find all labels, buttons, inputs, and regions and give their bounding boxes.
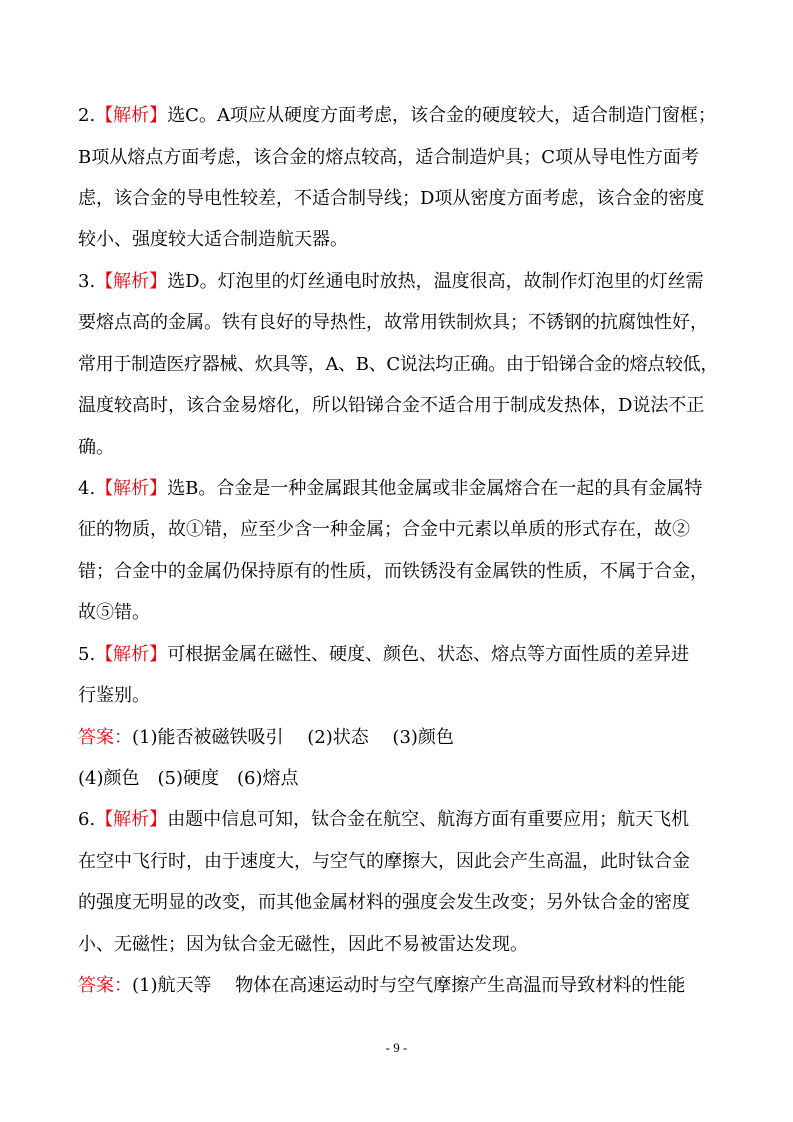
text-line [78,808,718,832]
text-segment: 选D。灯泡里的灯丝通电时放热，温度很高，故制作灯泡里的灯丝需 [167,271,704,292]
label-marker: 答案： [78,727,132,748]
text-line [78,643,718,667]
text-segment: 3. [78,271,96,292]
text-segment: 虑，该合金的导电性较差，不适合制导线；D项从密度方面考虑，该合金的密度 [78,188,705,209]
text-segment: 确。 [78,437,114,458]
label-marker: 【解析】 [95,105,168,126]
text-segment: (1)能否被磁铁吸引 (2)状态 (3)颜色 [132,727,454,748]
text-segment: 较小、强度较大适合制造航天器。 [78,229,348,250]
text-segment: 故⑤错。 [78,602,150,623]
text-line [78,394,718,418]
text-segment: 在空中飞行时，由于速度大，与空气的摩擦大，因此会产生高温，此时钛合金 [78,851,690,872]
label-marker: 答案： [78,975,132,996]
page-number: - 9 - [385,1040,408,1055]
text-segment: 常用于制造医疗器械、炊具等，A、B、C说法均正确。由于铅锑合金的熔点较低， [78,354,718,375]
text-line [78,270,718,294]
text-line [78,974,718,998]
text-line [78,477,718,501]
text-line [78,518,718,542]
text-segment: 错；合金中的金属仍保持原有的性质，而铁锈没有金属铁的性质，不属于合金， [78,561,708,582]
text-line [78,311,718,335]
text-line [78,228,718,252]
text-segment: 小、无磁性；因为钛合金无磁性，因此不易被雷达发现。 [78,934,528,955]
text-line [78,891,718,915]
text-segment: (1)航天等 物体在高速运动时与空气摩擦产生高温而导致材料的性能 [132,975,686,996]
text-segment: 温度较高时，该合金易熔化，所以铅锑合金不适合用于制成发热体，D说法不正 [78,395,705,416]
text-line [78,933,718,957]
text-segment: 由题中信息可知，钛合金在航空、航海方面有重要应用；航天飞机 [167,809,690,830]
text-line [78,850,718,874]
text-segment: 5. [78,644,96,665]
text-line [78,601,718,625]
text-segment: 要熔点高的金属。铁有良好的导热性，故常用铁制炊具；不锈钢的抗腐蚀性好， [78,312,708,333]
text-line [78,353,718,377]
text-segment: 行鉴别。 [78,685,150,706]
text-line [78,726,718,750]
text-segment: 4. [78,478,96,499]
text-segment: 选B。合金是一种金属跟其他金属或非金属熔合在一起的具有金属特 [167,478,703,499]
text-line [78,436,718,460]
label-marker: 【解析】 [95,271,168,292]
text-line [78,767,718,791]
text-line [78,560,718,584]
text-segment: (4)颜色 (5)硬度 (6)熔点 [78,768,299,789]
label-marker: 【解析】 [95,809,168,830]
text-line [78,146,718,170]
text-line [78,187,718,211]
label-marker: 【解析】 [95,478,168,499]
label-marker: 【解析】 [95,644,168,665]
text-line [78,684,718,708]
text-segment: B项从熔点方面考虑，该合金的熔点较高，适合制造炉具；C项从导电性方面考 [78,147,699,168]
text-segment: 2. [78,105,96,126]
text-segment: 可根据金属在磁性、硬度、颜色、状态、熔点等方面性质的差异进 [167,644,690,665]
text-line [78,104,718,128]
text-segment: 的强度无明显的改变，而其他金属材料的强度会发生改变；另外钛合金的密度 [78,892,690,913]
text-segment: 征的物质，故①错，应至少含一种金属；合金中元素以单质的形式存在，故② [78,519,690,540]
text-segment: 选C。A项应从硬度方面考虑，该合金的硬度较大，适合制造门窗框； [167,105,716,126]
text-segment: 6. [78,809,96,830]
